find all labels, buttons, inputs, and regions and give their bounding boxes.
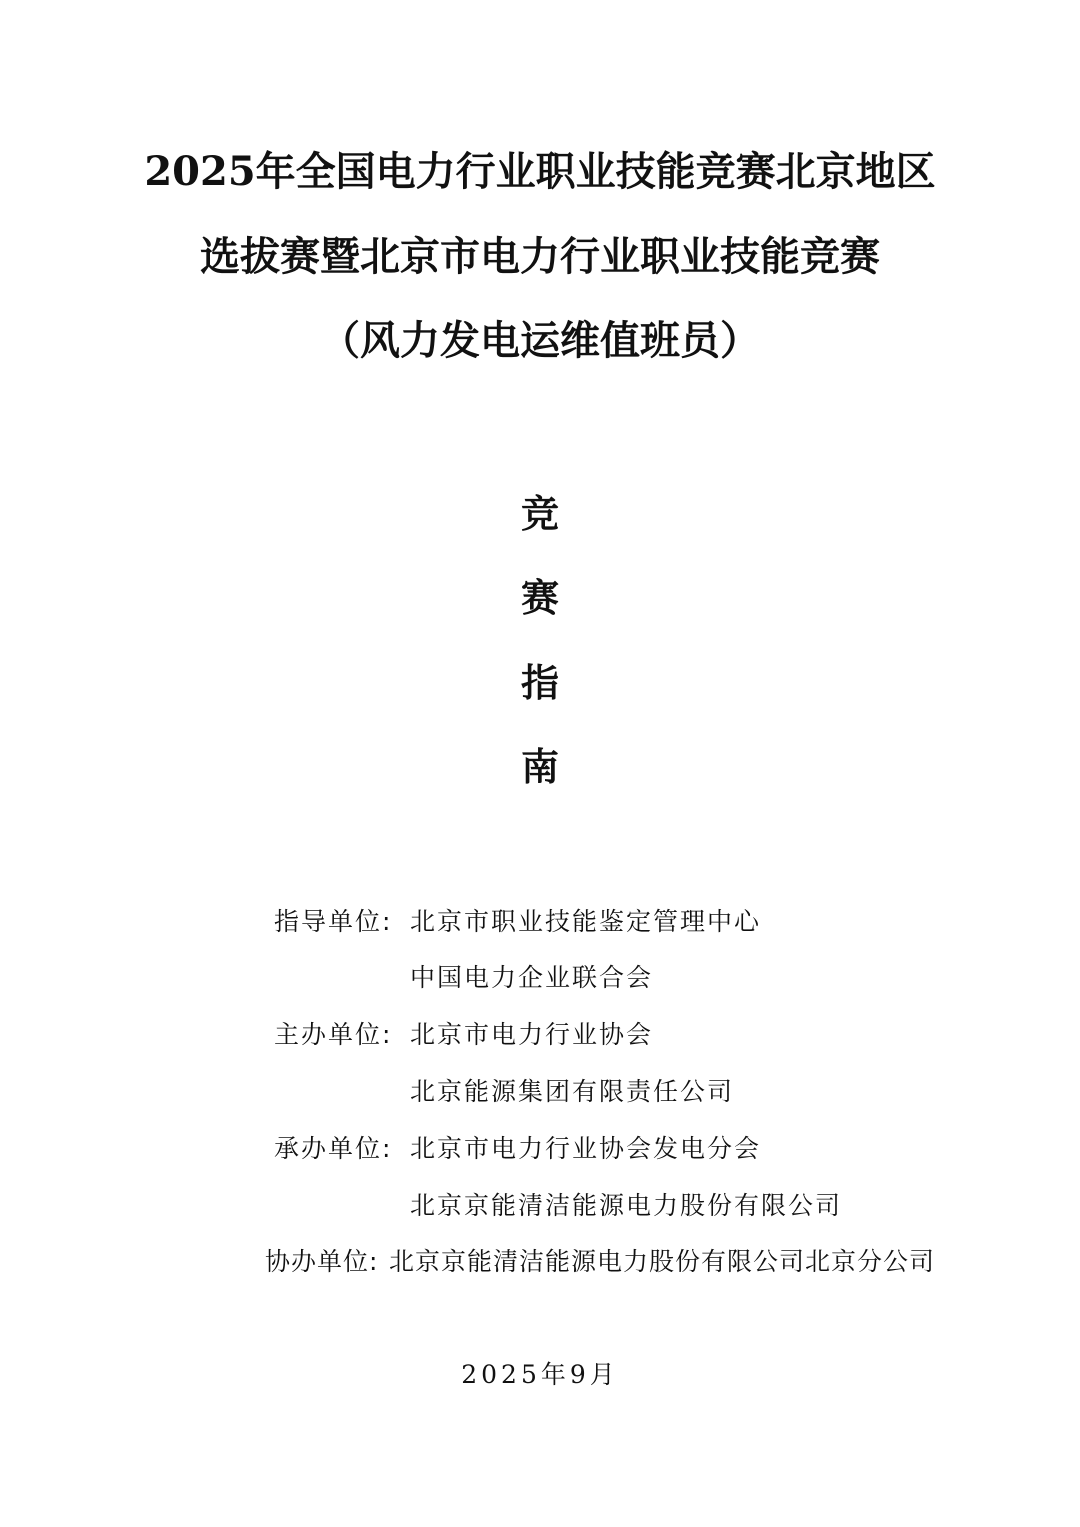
host-unit-row-2	[410, 1076, 734, 1108]
guide-char-4: 南	[520, 744, 559, 789]
guide-unit-value-2: 中国电力企业联合会	[410, 963, 654, 992]
guide-unit-row-2	[410, 962, 653, 994]
guide-unit-label: 指导单位:	[274, 907, 393, 936]
undertake-unit-label: 承办单位:	[274, 1134, 393, 1163]
publish-date: 2025年9月	[461, 1360, 619, 1389]
host-unit-row	[274, 1019, 653, 1051]
undertake-unit-row-2	[410, 1190, 842, 1222]
host-unit-label: 主办单位:	[274, 1020, 393, 1049]
title-line-1: 2025年全国电力行业职业技能竞赛北京地区	[144, 148, 936, 195]
undertake-unit-value-2: 北京京能清洁能源电力股份有限公司	[410, 1191, 843, 1220]
guide-unit-value-1: 北京市职业技能鉴定管理中心	[410, 907, 762, 936]
guide-char-2: 赛	[520, 575, 559, 620]
undertake-unit-row	[274, 1133, 761, 1165]
undertake-unit-value-1: 北京市电力行业协会发电分会	[410, 1134, 762, 1163]
assist-unit-value-1: 北京京能清洁能源电力股份有限公司北京分公司	[389, 1247, 936, 1276]
guide-char-1: 竞	[520, 491, 559, 536]
host-unit-value-2: 北京能源集团有限责任公司	[410, 1077, 735, 1106]
assist-unit-row	[265, 1246, 935, 1278]
host-unit-value-1: 北京市电力行业协会	[410, 1020, 654, 1049]
title-line-2: 选拔赛暨北京市电力行业职业技能竞赛	[200, 233, 880, 280]
assist-unit-label: 协办单位:	[265, 1247, 379, 1276]
guide-unit-row	[274, 906, 761, 938]
guide-char-3: 指	[520, 660, 559, 705]
title-line-3: （风力发电运维值班员）	[320, 317, 760, 364]
